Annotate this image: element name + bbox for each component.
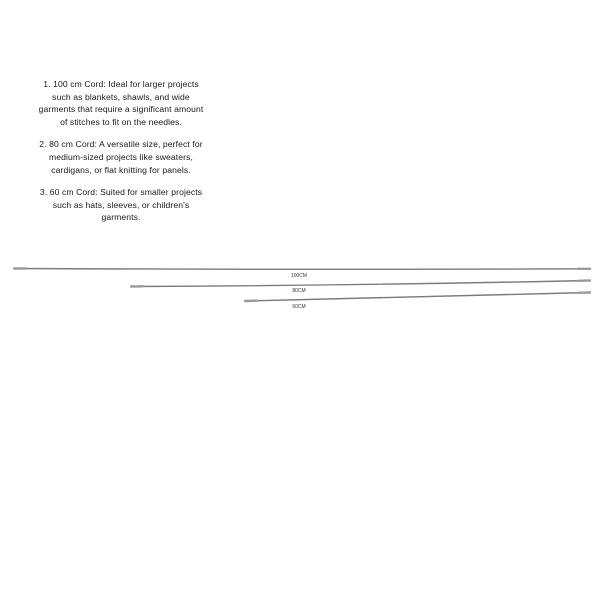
cord-100cm-wire	[15, 269, 590, 270]
cord-100cm	[14, 269, 590, 280]
cord-60cm-label: 60CM	[292, 304, 306, 310]
cord-100cm-label: 100CM	[290, 273, 308, 279]
description-60cm: 3. 60 cm Cord: Suited for smaller projects such as hats, sleeves, or children's garments.	[39, 187, 203, 223]
cord-80cm-wire	[131, 281, 590, 287]
cord-60cm	[245, 293, 590, 311]
cord-80cm	[131, 281, 590, 295]
description-100cm: 1. 100 cm Cord: Ideal for larger projects such as blankets, shawls, and wide garments that require a significant amount of stitches to fit on the needles.	[38, 79, 204, 127]
description-80cm: 2. 80 cm Cord: A versatile size, perfect for medium-sized projects like sweaters, cardigans, or flat knitting for panels.	[39, 139, 203, 175]
cord-80cm-label: 80CM	[292, 288, 306, 294]
